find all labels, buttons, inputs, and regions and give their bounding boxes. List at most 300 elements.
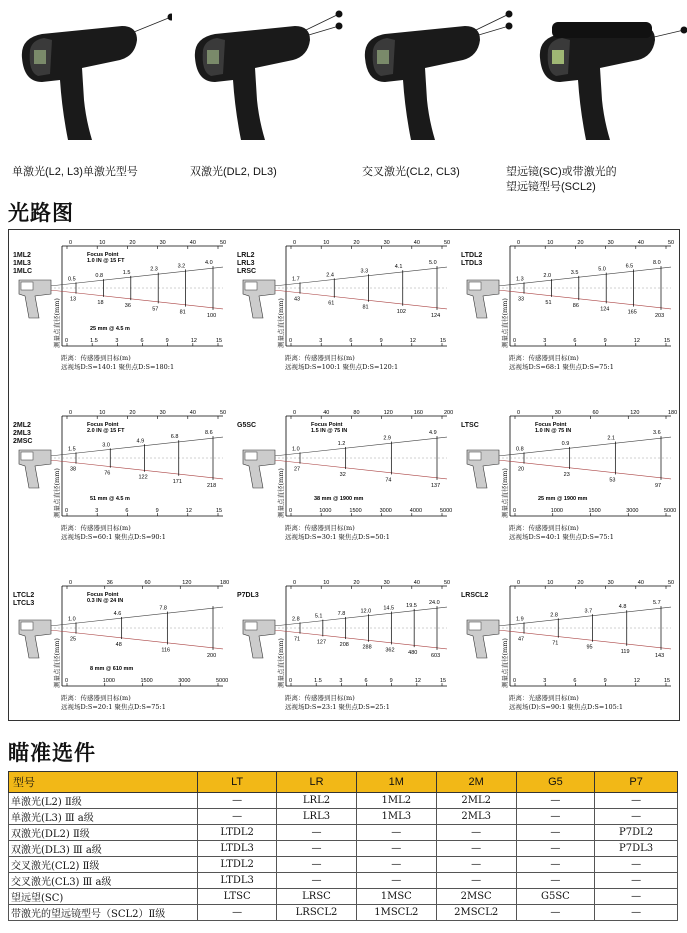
upper-value-label: 2.1 [607, 435, 615, 442]
spot-note: 25 mm @ 1900 mm [538, 496, 588, 502]
y-axis-label: 测量点直径(mm) [53, 638, 61, 688]
optics-section-title: 光路图 [8, 202, 74, 225]
table-row [9, 857, 678, 873]
model-label: G5SC [237, 422, 257, 429]
upper-value-label: 1.3 [516, 276, 524, 283]
diagram-plot [9, 406, 227, 521]
bottom-tick-label: 1.5 [314, 678, 322, 684]
top-tick-label: 40 [637, 580, 644, 586]
diagram-plot [9, 236, 227, 351]
lower-value-label: 480 [408, 650, 418, 657]
y-axis-label: 测量点直径(mm) [53, 468, 61, 518]
lower-value-label: 86 [572, 303, 579, 310]
table-cell: — [436, 873, 516, 889]
table-row [9, 825, 678, 841]
upper-value-label: 1.0 [68, 616, 76, 623]
optics-diagram [457, 406, 678, 566]
lower-value-label: 97 [655, 482, 662, 489]
legend-ratio: 远视场D:S=60:1 聚焦点D:S=90:1 [61, 533, 166, 541]
table-row [9, 905, 678, 921]
bottom-tick-label: 1.5 [90, 338, 98, 344]
table-cell: 1MSCL2 [356, 905, 436, 921]
lower-value-label: 36 [124, 303, 131, 310]
lower-value-label: 57 [152, 306, 159, 313]
table-cell: — [436, 825, 516, 841]
lower-value-label: 43 [294, 296, 301, 303]
bottom-tick-label: 15 [440, 678, 447, 684]
legend-distance: 距离：传感器到目标(m) [285, 354, 355, 362]
upper-value-label: 1.5 [122, 269, 131, 276]
table-cell: LTDL3 [198, 873, 277, 889]
upper-value-label: 1.9 [516, 616, 524, 623]
optics-diagram [9, 406, 227, 566]
top-tick-label: 10 [547, 240, 554, 246]
table-cell: — [595, 857, 678, 873]
upper-value-label: 1.7 [292, 276, 300, 283]
focus-point-label: 2.0 IN @ 15 FT [87, 428, 125, 434]
legend-ratio: 远视场D:S=20:1 聚焦点D:S=75:1 [61, 703, 166, 711]
spot-note: 8 mm @ 610 mm [90, 666, 134, 672]
model-label: LTDL2 LTDL3 [461, 252, 483, 267]
top-tick-label: 50 [668, 240, 675, 246]
top-tick-label: 40 [413, 240, 420, 246]
lower-value-label: 61 [328, 300, 335, 307]
lower-value-label: 603 [431, 652, 441, 659]
legend-distance: 距离：传感器到目标(m) [61, 354, 131, 362]
upper-value-label: 4.1 [394, 264, 403, 271]
bottom-tick-label: 5000 [664, 508, 677, 514]
product-caption: 望远镜(SC)或带激光的 望远镜型号(SCL2) [506, 166, 617, 193]
upper-value-label: 6.5 [625, 263, 634, 270]
lower-value-label: 208 [339, 642, 349, 649]
table-cell: 2ML3 [436, 809, 516, 825]
bottom-tick-label: 3 [319, 338, 323, 344]
table-cell: — [277, 857, 357, 873]
upper-value-label: 7.8 [159, 605, 167, 612]
top-tick-label: 30 [159, 410, 166, 416]
upper-value-label: 1.0 [292, 446, 300, 453]
column-header: 1M [356, 772, 436, 793]
legend-ratio: 远视场D:S=100:1 聚焦点D:S=120:1 [285, 363, 399, 371]
top-tick-label: 200 [444, 410, 454, 416]
table-cell: — [516, 873, 595, 889]
focus-point-label: Focus Point [87, 252, 119, 258]
focus-point-label: 1.5 IN @ 75 IN [311, 428, 348, 434]
diagram-plot [457, 576, 675, 691]
bottom-tick-label: 0 [289, 678, 293, 684]
top-tick-label: 20 [577, 580, 584, 586]
upper-value-label: 5.1 [314, 613, 323, 620]
lower-value-label: 27 [294, 466, 301, 473]
row-label: 单激光(L2) Ⅱ级 [9, 793, 198, 809]
upper-value-label: 5.7 [653, 600, 661, 607]
lower-value-label: 71 [294, 636, 301, 643]
lower-value-label: 122 [138, 474, 148, 481]
top-tick-label: 40 [189, 240, 196, 246]
table-cell: LRL2 [277, 793, 357, 809]
row-label: 交叉激光(CL2) Ⅱ级 [9, 857, 198, 873]
diagram-plot [233, 406, 454, 521]
y-axis-label: 测量点直径(mm) [53, 298, 61, 348]
bottom-tick-label: 3000 [379, 508, 392, 514]
bottom-tick-label: 3 [95, 508, 99, 514]
top-tick-label: 120 [630, 410, 640, 416]
top-tick-label: 50 [220, 410, 227, 416]
table-cell: 2ML2 [436, 793, 516, 809]
lower-value-label: 95 [586, 644, 593, 651]
table-cell: 2MSC [436, 889, 516, 905]
y-axis-label: 测量点直径(mm) [501, 298, 509, 348]
bottom-tick-label: 3 [339, 678, 343, 684]
table-cell: — [595, 809, 678, 825]
lower-value-label: 116 [161, 647, 171, 654]
top-tick-label: 120 [383, 410, 393, 416]
optics-diagram [233, 406, 454, 566]
bottom-tick-label: 0 [65, 338, 69, 344]
top-tick-label: 50 [220, 240, 227, 246]
top-tick-label: 60 [144, 580, 151, 586]
top-tick-label: 30 [554, 410, 561, 416]
table-cell: LRL3 [277, 809, 357, 825]
top-tick-label: 0 [69, 240, 73, 246]
top-tick-label: 20 [577, 240, 584, 246]
table-cell: LTDL2 [198, 857, 277, 873]
lower-value-label: 47 [518, 636, 525, 643]
model-label: LTCL2 LTCL3 [13, 592, 35, 607]
table-cell: — [516, 825, 595, 841]
bottom-tick-label: 6 [364, 678, 368, 684]
table-cell: — [595, 905, 678, 921]
lower-value-label: 53 [609, 477, 616, 484]
bottom-tick-label: 15 [440, 338, 447, 344]
table-cell: 2MSCL2 [436, 905, 516, 921]
upper-value-label: 2.8 [292, 616, 300, 623]
top-tick-label: 0 [293, 580, 297, 586]
bottom-tick-label: 9 [603, 678, 607, 684]
table-cell: LRSC [277, 889, 357, 905]
upper-value-label: 2.4 [326, 272, 334, 279]
top-tick-label: 0 [517, 580, 521, 586]
table-cell: G5SC [516, 889, 595, 905]
y-axis-label: 测量点直径(mm) [277, 468, 285, 518]
bottom-tick-label: 1500 [349, 508, 362, 514]
bottom-tick-label: 1000 [319, 508, 332, 514]
legend-distance: 距离：传感器到目标(m) [509, 354, 579, 362]
bottom-tick-label: 9 [165, 338, 169, 344]
bottom-tick-label: 12 [190, 338, 197, 344]
column-header: LR [277, 772, 357, 793]
lower-value-label: 25 [70, 636, 77, 643]
top-tick-label: 20 [353, 240, 360, 246]
lower-value-label: 81 [362, 304, 369, 311]
upper-value-label: 7.8 [337, 610, 346, 617]
upper-value-label: 5.0 [598, 266, 606, 273]
top-tick-label: 50 [668, 580, 675, 586]
optics-panel [8, 229, 680, 721]
row-label: 带激光的望远镜型号（SCL2）Ⅱ级 [9, 905, 198, 921]
y-axis-label: 测量点直径(mm) [501, 638, 509, 688]
row-label: 双激光(DL3) Ⅲ a级 [9, 841, 198, 857]
optics-diagram [233, 576, 451, 736]
lower-value-label: 165 [627, 309, 637, 316]
bottom-tick-label: 3000 [178, 678, 191, 684]
diagram-plot [457, 406, 678, 521]
table-cell: LTDL3 [198, 841, 277, 857]
top-tick-label: 10 [323, 580, 330, 586]
model-label: LRSCL2 [461, 592, 489, 599]
table-row [9, 873, 678, 889]
bottom-tick-label: 12 [185, 508, 192, 514]
top-tick-label: 180 [220, 580, 230, 586]
lower-value-label: 102 [396, 308, 406, 315]
upper-value-label: 2.8 [550, 612, 558, 619]
upper-value-label: 3.7 [584, 608, 593, 615]
bottom-tick-label: 0 [513, 678, 517, 684]
bottom-tick-label: 12 [409, 338, 416, 344]
table-cell: — [516, 905, 595, 921]
bottom-tick-label: 0 [513, 508, 517, 514]
upper-value-label: 2.0 [543, 273, 552, 280]
bottom-tick-label: 0 [65, 678, 69, 684]
product-caption: 交叉激光(CL2, CL3) [362, 166, 460, 178]
top-tick-label: 50 [444, 240, 451, 246]
table-cell: — [516, 841, 595, 857]
upper-value-label: 3.5 [570, 269, 579, 276]
lower-value-label: 203 [655, 312, 665, 319]
lower-value-label: 18 [97, 299, 104, 306]
bottom-tick-label: 6 [140, 338, 144, 344]
table-cell: — [595, 793, 678, 809]
bottom-tick-label: 9 [603, 338, 607, 344]
legend-distance: 距离：传感器到目标(m) [285, 524, 355, 532]
upper-value-label: 0.8 [95, 273, 104, 280]
thermometer-image [520, 0, 687, 160]
table-cell: — [277, 873, 357, 889]
top-tick-label: 60 [592, 410, 599, 416]
bottom-tick-label: 5000 [216, 678, 229, 684]
table-cell: — [198, 905, 277, 921]
top-tick-label: 0 [517, 410, 521, 416]
table-row [9, 889, 678, 905]
model-label: P7DL3 [237, 592, 259, 599]
lower-value-label: 51 [545, 299, 552, 306]
table-row [9, 809, 678, 825]
table-cell: — [356, 857, 436, 873]
optics-diagram [9, 576, 230, 736]
lower-value-label: 20 [518, 466, 525, 473]
upper-value-label: 4.9 [136, 438, 145, 445]
lower-value-label: 124 [600, 306, 610, 313]
row-label: 双激光(DL2) Ⅱ级 [9, 825, 198, 841]
top-tick-label: 40 [637, 240, 644, 246]
column-header: 2M [436, 772, 516, 793]
table-cell: P7DL2 [595, 825, 678, 841]
table-cell: — [277, 825, 357, 841]
focus-point-label: 0.3 IN @ 24 IN [87, 598, 124, 604]
top-tick-label: 0 [293, 240, 297, 246]
focus-point-label: Focus Point [311, 422, 343, 428]
optics-diagram [457, 576, 675, 736]
table-cell: LTDL2 [198, 825, 277, 841]
top-tick-label: 10 [547, 580, 554, 586]
legend-distance: 距离：传感器到目标(m) [285, 694, 355, 702]
selection-section-title: 瞄准选件 [8, 742, 96, 765]
legend-ratio: 远视场D:S=30:1 聚焦点D:S=50:1 [285, 533, 390, 541]
y-axis-label: 测量点直径(mm) [501, 468, 509, 518]
lower-value-label: 74 [385, 477, 392, 484]
bottom-tick-label: 6 [573, 338, 577, 344]
lower-value-label: 127 [316, 639, 327, 646]
diagram-plot [9, 576, 230, 691]
upper-value-label: 1.2 [337, 440, 346, 447]
upper-value-label: 1.5 [68, 446, 76, 453]
lower-value-label: 76 [104, 470, 111, 477]
bottom-tick-label: 15 [216, 338, 223, 344]
top-tick-label: 20 [129, 240, 136, 246]
lower-value-label: 143 [655, 652, 665, 659]
table-cell: — [436, 857, 516, 873]
model-label: 2ML2 2ML3 2MSC [13, 422, 33, 445]
upper-value-label: 6.8 [170, 434, 179, 441]
top-tick-label: 40 [323, 410, 330, 416]
table-cell: LRSCL2 [277, 905, 357, 921]
bottom-tick-label: 1000 [550, 508, 563, 514]
bottom-tick-label: 0 [289, 338, 293, 344]
lower-value-label: 13 [70, 296, 77, 303]
bottom-tick-label: 3 [115, 338, 119, 344]
focus-point-label: Focus Point [535, 422, 567, 428]
table-cell: — [356, 873, 436, 889]
bottom-tick-label: 9 [379, 338, 383, 344]
upper-value-label: 2.9 [383, 435, 391, 442]
table-cell: — [516, 857, 595, 873]
table-cell: P7DL3 [595, 841, 678, 857]
legend-distance: 距离：光感器到目标(m) [509, 694, 579, 702]
table-cell: — [436, 841, 516, 857]
upper-value-label: 14.5 [383, 605, 395, 612]
bottom-tick-label: 0 [513, 338, 517, 344]
lower-value-label: 71 [552, 640, 559, 647]
model-label: LTSC [461, 422, 479, 429]
product-caption: 单激光(L2, L3)单激光型号 [12, 166, 138, 178]
legend-ratio: 远视场D:S=40:1 聚焦点D:S=75:1 [509, 533, 614, 541]
top-tick-label: 0 [293, 410, 297, 416]
bottom-tick-label: 6 [125, 508, 129, 514]
top-tick-label: 0 [69, 410, 73, 416]
top-tick-label: 10 [99, 240, 106, 246]
lower-value-label: 288 [362, 644, 372, 651]
upper-value-label: 4.6 [113, 610, 122, 617]
spot-note: 25 mm @ 4.5 m [90, 326, 130, 332]
upper-value-label: 3.2 [177, 263, 186, 270]
upper-value-label: 5.0 [429, 260, 437, 267]
table-cell: — [516, 793, 595, 809]
top-tick-label: 50 [444, 580, 451, 586]
top-tick-label: 10 [323, 240, 330, 246]
bottom-tick-label: 3 [543, 678, 547, 684]
bottom-tick-label: 12 [633, 678, 640, 684]
bottom-tick-label: 15 [216, 508, 223, 514]
bottom-tick-label: 3 [543, 338, 547, 344]
diagram-plot [233, 576, 451, 691]
upper-value-label: 2.3 [150, 266, 158, 273]
diagram-plot [457, 236, 675, 351]
upper-value-label: 4.8 [618, 604, 627, 611]
upper-value-label: 3.0 [102, 442, 110, 449]
row-label: 交叉激光(CL3) Ⅲ a级 [9, 873, 198, 889]
top-tick-label: 36 [106, 580, 113, 586]
bottom-tick-label: 5000 [440, 508, 453, 514]
bottom-tick-label: 6 [573, 678, 577, 684]
bottom-tick-label: 6 [349, 338, 353, 344]
table-cell: — [277, 841, 357, 857]
bottom-tick-label: 12 [633, 338, 640, 344]
table-cell: — [198, 793, 277, 809]
top-tick-label: 30 [383, 580, 390, 586]
legend-distance: 距离：传感器到目标(m) [61, 694, 131, 702]
lower-value-label: 81 [179, 309, 186, 316]
lower-value-label: 48 [115, 642, 122, 649]
column-header: P7 [595, 772, 678, 793]
table-cell: 1MSC [356, 889, 436, 905]
aiming-options-table [8, 771, 678, 921]
lower-value-label: 100 [207, 312, 217, 319]
table-cell: — [198, 809, 277, 825]
bottom-tick-label: 15 [664, 678, 671, 684]
top-tick-label: 30 [383, 240, 390, 246]
top-tick-label: 0 [69, 580, 73, 586]
table-cell: — [595, 873, 678, 889]
model-label: 1ML2 1ML3 1MLC [13, 252, 33, 275]
thermometer-image [175, 0, 345, 160]
top-tick-label: 80 [353, 410, 360, 416]
column-header: G5 [516, 772, 595, 793]
model-label: LRL2 LRL3 LRSC [237, 252, 257, 275]
bottom-tick-label: 1000 [102, 678, 115, 684]
focus-point-label: Focus Point [87, 592, 119, 598]
top-tick-label: 40 [413, 580, 420, 586]
bottom-tick-label: 4000 [409, 508, 423, 514]
upper-value-label: 12.0 [360, 608, 372, 615]
legend-distance: 距离：传感器到目标(m) [61, 524, 131, 532]
lower-value-label: 119 [620, 648, 630, 655]
thermometer-image [345, 0, 515, 160]
focus-point-label: 1.0 IN @ 75 IN [535, 428, 572, 434]
focus-point-label: 1.0 IN @ 15 FT [87, 258, 125, 264]
legend-ratio: 远视场(D):S=90:1 聚焦点D:S=105:1 [509, 703, 624, 711]
bottom-tick-label: 9 [389, 678, 393, 684]
table-cell: — [356, 841, 436, 857]
table-header-row [9, 772, 678, 793]
bottom-tick-label: 3000 [626, 508, 639, 514]
upper-value-label: 0.8 [516, 446, 524, 453]
legend-ratio: 远视场D:S=68:1 聚焦点D:S=75:1 [509, 363, 614, 371]
top-tick-label: 20 [353, 580, 360, 586]
table-cell: — [595, 889, 678, 905]
upper-value-label: 8.0 [653, 260, 661, 267]
top-tick-label: 120 [182, 580, 192, 586]
focus-point-label: Focus Point [87, 422, 119, 428]
lower-value-label: 124 [431, 312, 441, 319]
optics-diagram [233, 236, 451, 396]
bottom-tick-label: 1500 [140, 678, 153, 684]
row-label: 望远望(SC) [9, 889, 198, 905]
legend-distance: 距离：传感器到目标(m) [509, 524, 579, 532]
lower-value-label: 23 [563, 472, 570, 479]
top-tick-label: 30 [159, 240, 166, 246]
upper-value-label: 4.0 [205, 260, 213, 267]
table-row [9, 841, 678, 857]
